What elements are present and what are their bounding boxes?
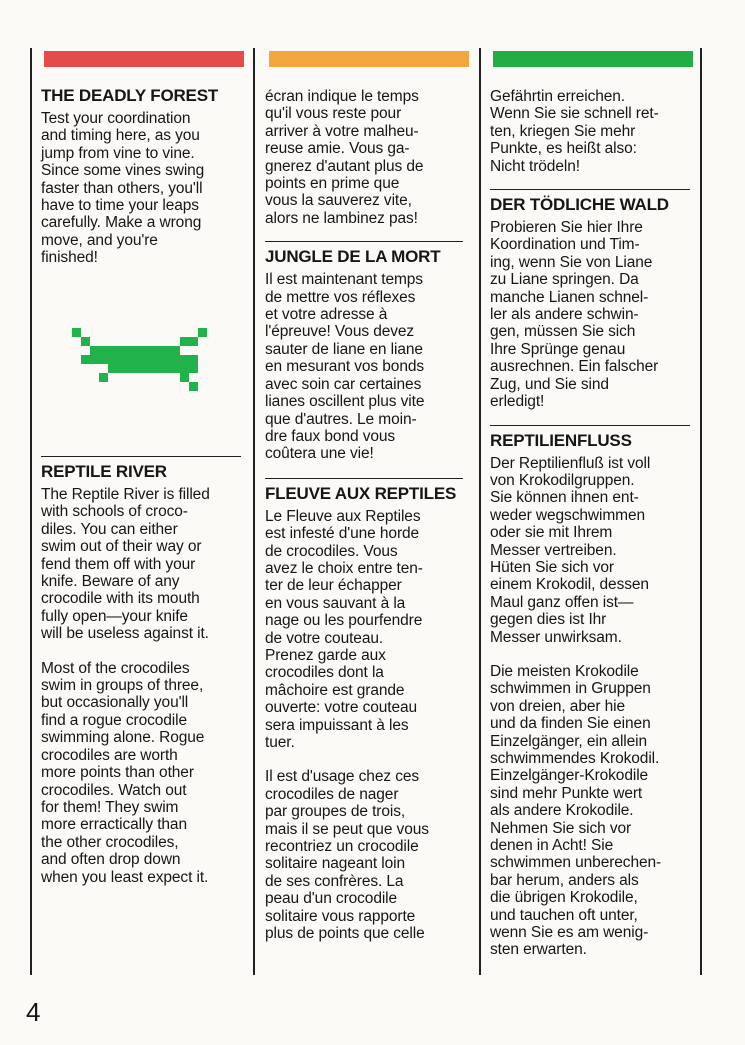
heading-fleuve-aux-reptiles: FLEUVE AUX REPTILES: [265, 483, 457, 503]
column-rule-1: [30, 48, 32, 975]
heading-der-toedliche-wald: DER TÖDLICHE WALD: [490, 195, 669, 215]
text-french-intro: écran indique le temps qu'il vous reste pour arriver à votre malheu- reuse amie. Vous ga- gnerez d'autant plus de points en prime que vous la sauverez vite, alors ne lambinez pas!: [265, 88, 424, 227]
text-jungle-de-la-mort: Il est maintenant temps de mettre vos réflexes et votre adresse à l'épreuve! Vous devez sauter de liane en liane en mesurant vos bonds avec soin car certaines lianes oscillent plus vite que d'autres. Le moin- dre faux bond vous coûtera une vie!: [265, 271, 425, 463]
text-deadly-forest: Test your coordination and timing here, as you jump from vine to vine. Since some vines swing faster than others, you'll have to time your leaps carefully. Make a wrong move, and you're finished!: [41, 110, 205, 267]
divider-wald: [490, 189, 690, 190]
color-bar-orange: [269, 51, 469, 67]
color-bar-green: [493, 51, 693, 67]
divider-fleuve: [265, 478, 463, 479]
english-column-lower: [41, 456, 241, 886]
text-fleuve-1: Le Fleuve aux Reptiles est infesté d'une horde de crocodiles. Vous avez le choix entre ten- ter de leur échapper en vous sauvant à la nage ou les pourfendre de votre couteau. Prenez garde aux crocodiles dont la mâchoire est grande ouverte: votre couteau sera impuissant à les tuer.: [265, 507, 423, 751]
text-reptile-river-1: The Reptile River is filled with schools of croco- diles. You can either swim out of their way or fend them off with your knife. Beware of any crocodile with its mouth fully open—your knife will be useless against it.: [41, 486, 210, 643]
divider-fluss: [490, 425, 690, 426]
heading-reptilienfluss: REPTILIENFLUSS: [490, 430, 632, 450]
column-rule-3: [479, 48, 481, 975]
column-rule-4: [700, 48, 702, 975]
german-column: [490, 88, 696, 959]
text-reptilienfluss-2: Die meisten Krokodile schwimmen in Gruppen von dreien, aber hie und da finden Sie einen Einzelgänger, ein allein schwimmendes Krokodil. Einzelgänger-Krokodile sind mehr Punkte wert als andere Krokodile. Nehmen Sie sich vor denen in Acht! Sie schwimmen unberechen- bar herum, anders als die übrigen Krokodile, und tauchen oft unter, wenn Sie es am wenig- sten erwarten.: [490, 662, 662, 959]
text-german-intro: Gefährtin erreichen. Wenn Sie sie schnell ret- ten, kriegen Sie mehr Punkte, es heißt also: Nicht trödeln!: [490, 88, 659, 175]
text-der-toedliche-wald: Probieren Sie hier Ihre Koordination und Tim- ing, wenn Sie von Liane zu Liane springen. Da manche Lianen schnel- ler als andere schwin- gen, müssen Sie sich Ihre Sprünge genau ausrechnen. Ein falscher Zug, und Sie sind erledigt!: [490, 219, 659, 411]
text-reptile-river-2: Most of the crocodiles swim in groups of three, but occasionally you'll find a rogue crocodile swimming alone. Rogue crocodiles are worth more points than other crocodiles. Watch out for them! They swim more erractically than the other crocodiles, and often drop down when you least expect it.: [41, 659, 209, 886]
english-column: [41, 86, 249, 267]
heading-deadly-forest: THE DEADLY FOREST: [41, 86, 219, 105]
color-bar-red: [44, 51, 244, 67]
french-column: [265, 88, 473, 942]
heading-jungle-de-la-mort: JUNGLE DE LA MORT: [265, 247, 441, 267]
divider-jungle: [265, 241, 463, 242]
crocodile-icon: [72, 328, 216, 392]
text-reptilienfluss-1: Der Reptilienfluß ist voll von Krokodilgruppen. Sie können ihnen ent- weder wegschwimmen oder sie mit Ihrem Messer vertreiben. Hüten Sie sich vor einem Krokodil, dessen Maul ganz offen ist— gegen dies ist Ihr Messer unwirksam.: [490, 454, 651, 646]
text-fleuve-2: Il est d'usage chez ces crocodiles de nager par groupes de trois, mais il se peut que vous recontriez un crocodile solitaire nageant loin de ses confrères. La peau d'un crocodile solitaire vous rapporte plus de points que celle: [265, 768, 429, 943]
page-number: 4: [26, 997, 41, 1027]
column-rule-2: [253, 48, 255, 975]
heading-reptile-river: REPTILE RIVER: [41, 462, 167, 481]
divider-reptile-river: [41, 456, 241, 457]
